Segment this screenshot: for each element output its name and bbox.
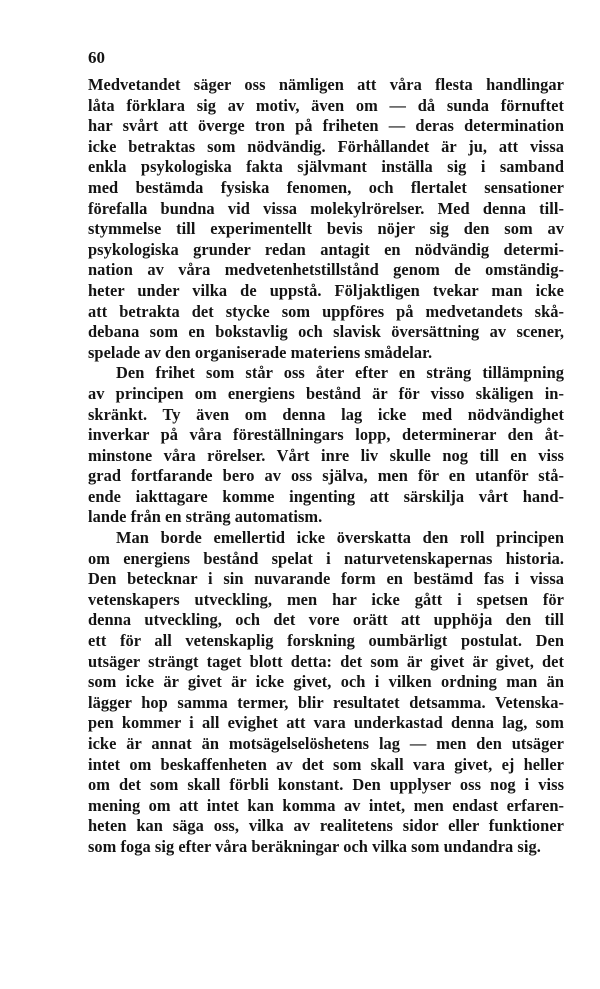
text-line: att betrakta det stycke som uppföres på medvetandets skå- — [88, 301, 564, 321]
text-line: ett för all vetenskaplig forskning oumbärligt postulat. Den — [88, 631, 564, 651]
text-line: spelade av den organiserade materiens smådelar. — [88, 342, 433, 362]
text-line: psykologiska grunder redan antagit en nödvändig determi- — [88, 239, 564, 259]
text-line: nation av våra medvetenhetstillstånd genom de omständig- — [88, 260, 564, 280]
text-line: förefalla bundna vid vissa molekylrörelser. Med denna till- — [88, 198, 564, 218]
text-line: vetenskapers utveckling, men har icke gått i spetsen för — [88, 589, 564, 609]
text-line: pen kommer i all evighet att vara underkastad denna lag, som — [88, 713, 564, 733]
text-line: Man borde emellertid icke överskatta den roll principen — [116, 528, 564, 548]
text-line: stymmelse till experimentellt bevis nöjer sig den som av — [88, 219, 564, 239]
text-line: har svårt att överge tron på friheten — deras determination — [88, 116, 564, 136]
paragraph — [88, 363, 564, 528]
text-line: Den betecknar i sin nuvarande form en bestämd fas i vissa — [88, 569, 564, 589]
text-line: lande från en sträng automatism. — [88, 507, 323, 527]
text-line: heten kan säga oss, vilka av realitetens sidor eller funktioner — [88, 816, 564, 836]
text-line: icke är annat än motsägelselöshetens lag — men den utsäger — [88, 734, 564, 753]
text-line: minstone våra rörelser. Vårt inre liv skulle nog till en viss — [88, 445, 564, 465]
text-line: grad fortfarande bero av oss själva, men för en utanför stå- — [88, 466, 564, 486]
paragraph — [88, 75, 564, 363]
text-line: om det som skall förbli konstant. Den upplyser oss nog i viss — [88, 775, 564, 795]
page-number: 60 — [88, 48, 105, 67]
text-line: låta förklara sig av motiv, även om — då sunda förnuftet — [88, 95, 564, 115]
text-line: inverkar på våra föreställningars lopp, determinerar den åt- — [88, 425, 564, 445]
text-line: debana som en bokstavlig och slavisk översättning av scener, — [88, 322, 564, 342]
text-line: enkla psykologiska fakta självmant inställa sig i samband — [88, 157, 564, 177]
text-line: Den frihet som står oss åter efter en sträng tillämpning — [116, 363, 564, 383]
text-line: som foga sig efter våra beräkningar och vilka som undandra sig. — [88, 836, 541, 856]
text-line: intet om beskaffenheten av det som skall vara givet, ej heller — [88, 754, 564, 774]
text-line: lägger hop samma termer, blir resultatet detsamma. Vetenska- — [88, 692, 564, 712]
text-line: Medvetandet säger oss nämligen att våra flesta handlingar — [88, 75, 564, 94]
text-line: skränkt. Ty även om denna lag icke med nödvändighet — [88, 404, 564, 424]
text-line: icke betraktas som nödvändig. Förhållandet är ju, att vissa — [88, 136, 564, 156]
text-line: mening om att intet kan komma av intet, men endast erfaren- — [88, 795, 564, 815]
paragraph — [88, 528, 564, 858]
text-line: av principen om energiens bestånd är för visso skäligen in- — [88, 383, 564, 403]
text-line: om energiens bestånd spelat i naturvetenskapernas historia. — [88, 548, 564, 568]
text-line: med bestämda fysiska fenomen, och flertalet sensationer — [88, 177, 564, 197]
text-line: denna utveckling, och det vore orätt att upphöja den till — [88, 610, 564, 630]
text-line: heter under vilka de uppstå. Följaktligen tvekar man icke — [88, 280, 564, 300]
body-text — [88, 75, 564, 858]
text-line: som icke är givet är icke givet, och i vilken ordning man än — [88, 672, 564, 692]
text-line: ende iakttagare komme ingenting att särskilja vårt hand- — [88, 486, 564, 506]
text-line: utsäger strängt taget blott detta: det som är givet är givet, det — [88, 651, 564, 671]
